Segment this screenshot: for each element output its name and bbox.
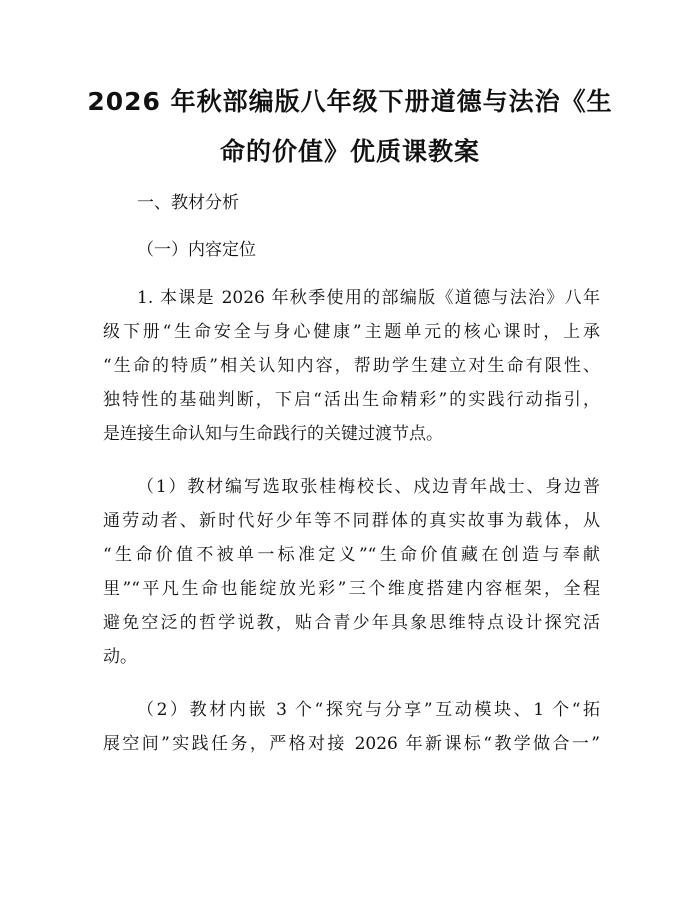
document-title-line-2: 命的价值》优质课教案 [219, 137, 480, 166]
paragraph-1-line: 是连接生命认知与生命践行的关键过渡节点。 [103, 424, 443, 444]
paragraph-3-line: （2）教材内嵌 3 个“探究与分享”互动模块、1 个“拓 [137, 700, 600, 720]
paragraph-2-line: “生命价值不被单一标准定义”“生命价值藏在创造与奉献 [103, 545, 600, 565]
paragraph-1-line: 级下册“生命安全与身心健康”主题单元的核心课时，上承 [103, 322, 600, 342]
document-title-line-1: 2026 年秋部编版八年级下册道德与法治《生 [87, 87, 613, 116]
paragraph-2-line: 避免空泛的哲学说教，贴合青少年具象思维特点设计探究活 [103, 613, 600, 633]
subsection-heading: （一）内容定位 [137, 240, 256, 260]
paragraph-1-line: 1. 本课是 2026 年秋季使用的部编版《道德与法治》八年 [137, 288, 600, 308]
paragraph-2-line: 通劳动者、新时代好少年等不同群体的真实故事为载体，从 [103, 511, 600, 531]
paragraph-3-line: 展空间”实践任务，严格对接 2026 年新课标“教学做合一” [103, 734, 600, 754]
paragraph-1-line: 独特性的基础判断，下启“活出生命精彩”的实践行动指引， [103, 390, 600, 410]
paragraph-2-line: 动。 [103, 647, 137, 667]
paragraph-2-line: （1）教材编写选取张桂梅校长、戍边青年战士、身边普 [137, 477, 600, 497]
paragraph-2-line: 里”“平凡生命也能绽放光彩”三个维度搭建内容框架，全程 [103, 579, 600, 599]
section-heading: 一、教材分析 [137, 193, 239, 213]
paragraph-1-line: “生命的特质”相关认知内容，帮助学生建立对生命有限性、 [103, 356, 600, 376]
